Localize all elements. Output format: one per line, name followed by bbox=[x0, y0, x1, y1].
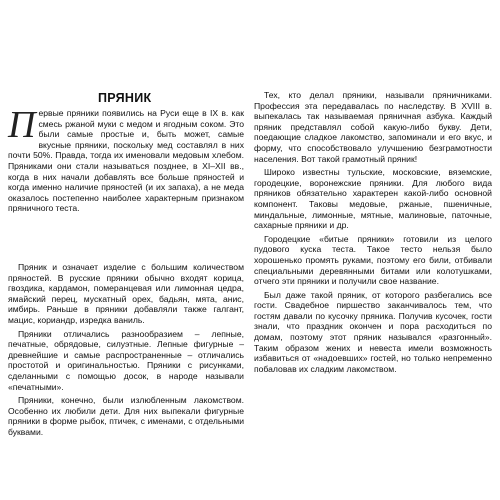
left-column bbox=[8, 262, 244, 441]
lead-text: ервые пряники появились на Руси еще в IX в. как смесь ржаной муки с медом и ягодным соком. Это были самые простые и, быть может, самые вкусные пряники, поскольку мед составлял в них почти 50%. Правда, тогда их именовали медовым хлебом. Пряниками они стали называться позднее, в XI–XII вв., когда в них начали добавлять все больше пряностей и когда именно наличие пряностей (и их запаха), а не меда оказалось постепенно наиболее характерным признаком пряничного теста. bbox=[8, 108, 244, 214]
paragraph: Тех, кто делал пряники, называли пряничниками. Профессия эта передавалась по наследству. В XVIII в. выпекалась так называемая пряничная азбука. Каждый пряник представлял собой какую-либо букву. Дети, поедающие сладкое лакомство, запоминали и его вкус, и форму, что способствовало улучшению безграмотности населения. Вот такой грамотный пряник! bbox=[254, 90, 492, 164]
right-column bbox=[254, 90, 492, 377]
paragraph: Пряник и означает изделие с большим количеством пряностей. В русские пряники обычно входят корица, гвоздика, кардамон, померанцевая или лимонная цедра, ямайский перец, мускатный орех, бадьян, мята, анис, имбирь. Раньше в пряники добавляли также галгант, мацис, кориандр, изредка ваниль. bbox=[8, 262, 244, 325]
article-title: ПРЯНИК bbox=[98, 91, 152, 105]
paragraph: Пряники, конечно, были излюбленным лакомством. Особенно их любили дети. Для них выпекали фигурные пряники в форме рыбок, птичек, с именами, с отдельными буквами. bbox=[8, 395, 244, 437]
paragraph: Был даже такой пряник, от которого разбегались все гости. Свадебное пиршество заканчивалось тем, что гостям давали по кусочку пряника. Получив кусочек, гости знали, что праздник окончен и пора расходиться по домам, поэтому этот пряник назывался «разгонный». Таким образом жених и невеста имели возможность избавиться от «надоевших» гостей, но только непременно побаловав их сладким лакомством. bbox=[254, 289, 492, 374]
paragraph: Городецкие «битые пряники» готовили из целого пудового куска теста. Такое тесто нельзя было хорошенько промять руками, поэтому его били, отбивали специальными деревянными битами или колотушками, отчего эти пряники и получили свое название. bbox=[254, 233, 492, 287]
lead-paragraph bbox=[8, 104, 244, 214]
drop-cap: П bbox=[8, 104, 36, 146]
paragraph: Широко известны тульские, московские, вяземские, городецкие, воронежские пряники. Для любого вида пряников обязательно характерен какой-либо основной компонент. Таковы медовые, ржаные, пшеничные, миндальные, лимонные, мятные, малиновые, паточные, сахарные пряники и др. bbox=[254, 167, 492, 231]
paragraph: Пряники отличались разнообразием – лепные, печатные, обрядовые, силуэтные. Лепные фигурные – древнейшие и самые распространенные – отличались простотой и оригинальностью. Пряники с рисунками, сделанными с помощью досок, в народе называли «печатными». bbox=[8, 328, 244, 392]
